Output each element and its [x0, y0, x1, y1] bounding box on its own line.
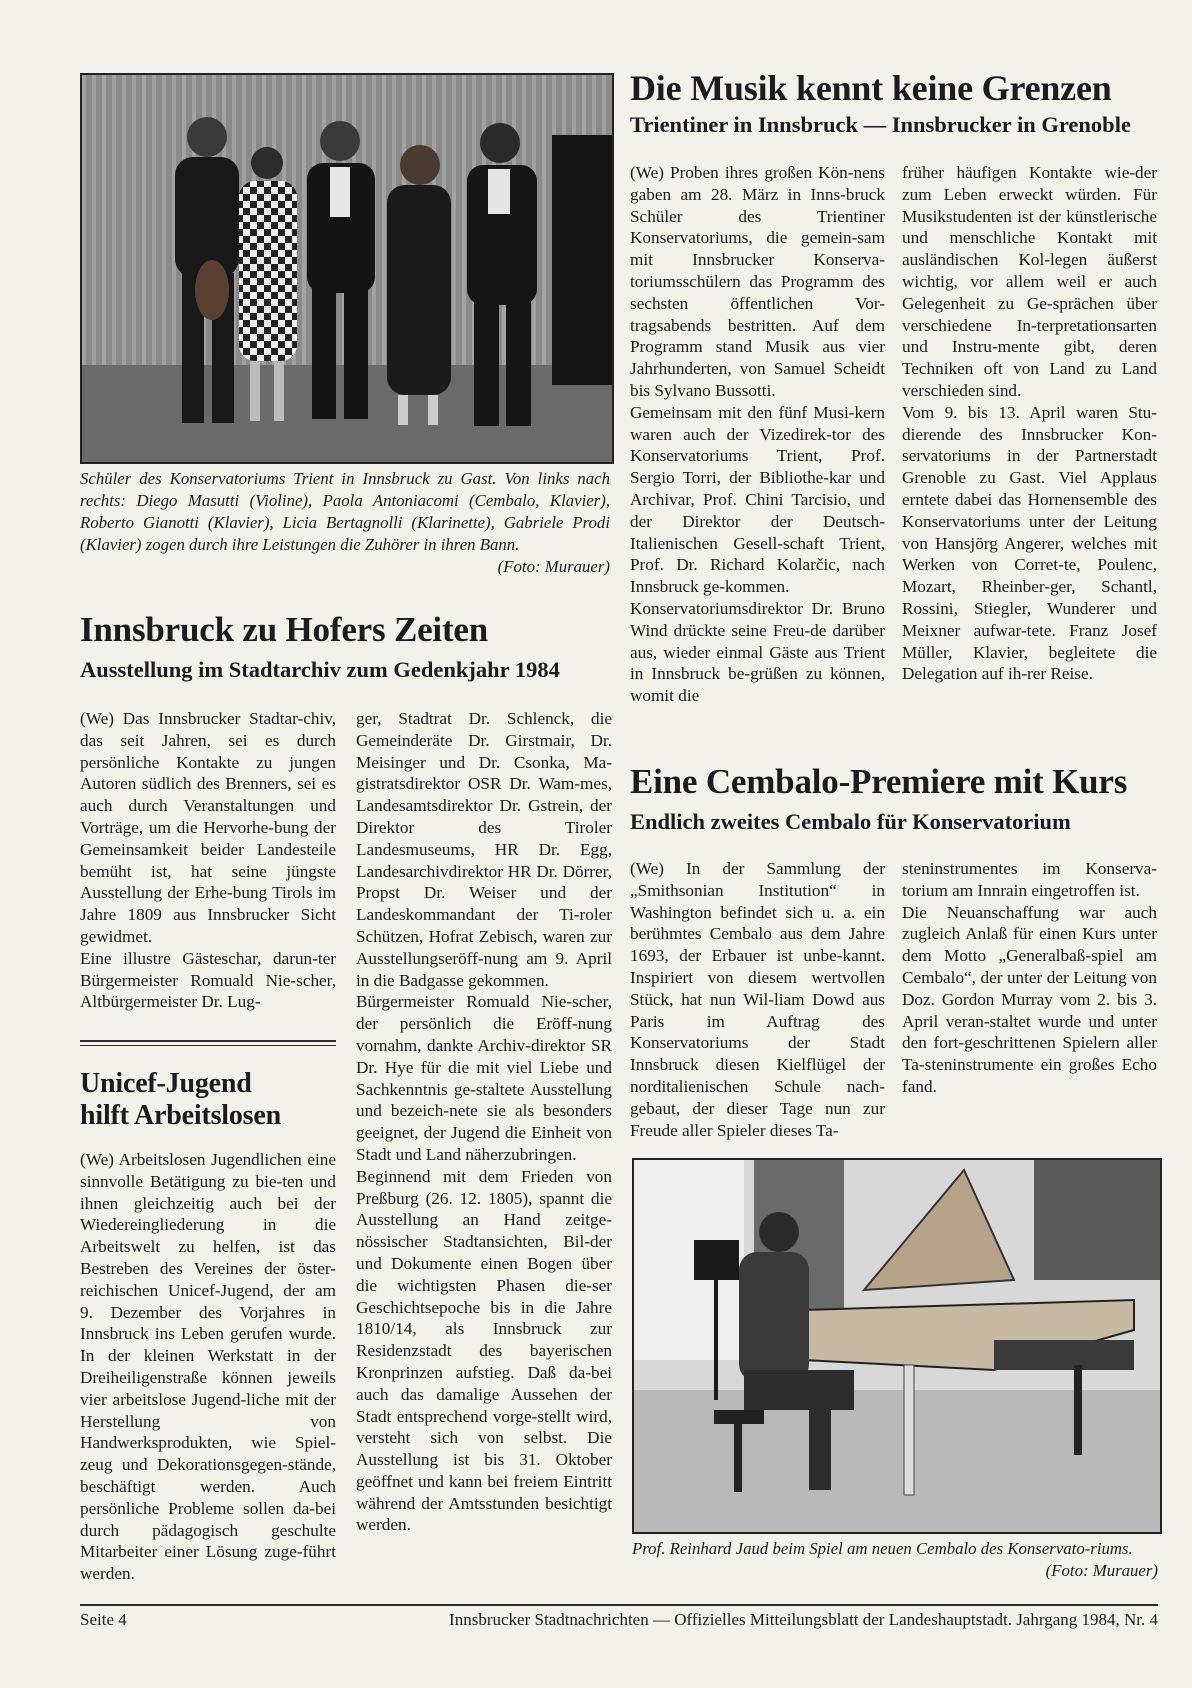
cembalo-photo [632, 1158, 1162, 1534]
paragraph: Bürgermeister Romuald Nie-scher, der persönlich die Eröff-nung vornahm, dankte Archiv-direktor SR Dr. Hye für die mit viel Liebe und Sachkenntnis ge-staltete Ausstellung und bezeich-nete sie als besonders geeignet, der Jugend die Einheit von Stadt und Land näherzubringen. [356, 992, 612, 1164]
caption-text: Prof. Reinhard Jaud beim Spiel am neuen Cembalo des Konservato-riums. [632, 1539, 1133, 1558]
hofer-column-1 [80, 708, 336, 1013]
unicef-headline [80, 1068, 281, 1132]
paragraph: (We) In der Sammlung der „Smithsonian Institution“ in Washington befindet sich u. a. ein berühmtes Cembalo aus dem Jahre 1693, der Erbauer ist unbe-kannt. Inspiriert von diesem wertvollen Stück, hat nun Wil-liam Dowd aus Paris im Auftrag des Konservatoriums der Stadt Innsbruck diesen Kielflügel der norditalienischen Schule nach-gebaut, der dieser Tage nun zur Freude aller Spieler dieses Ta- [630, 859, 885, 1140]
paragraph: Die Neuanschaffung war auch zugleich Anlaß für einen Kurs unter dem Motto „Generalbaß-spiel am Cembalo“, der unter der Leitung von Doz. Gordon Murray vom 2. bis 3. April veran-staltet wurde und unter den fort-geschrittenen Spielern aller Ta-steninstrumente ein großes Echo fand. [902, 902, 1157, 1096]
footer-page-number: Seite 4 [80, 1610, 127, 1629]
students-photo-caption [80, 468, 610, 578]
section-divider [80, 1040, 336, 1042]
caption-text: Schüler des Konservatoriums Trient in Innsbruck zu Gast. Von links nach rechts: Diego Masutti (Violine), Paola Antoniacomi (Cembalo, Klavier), Roberto Gianotti (Klavier), Licia Bertagnolli (Klarinette), Gabriele Prodi (Klavier) zogen durch ihre Leistungen die Zuhörer in ihren Bann. [80, 469, 610, 554]
music-column-2 [902, 162, 1157, 685]
hofer-subhead: Ausstellung im Stadtarchiv zum Gedenkjahr 1984 [80, 657, 560, 682]
hofer-column-2 [356, 708, 612, 1536]
paragraph: früher häufigen Kontakte wie-der zum Leben erweckt würden. Für Musikstudenten ist der künstlerische und menschliche Kontakt mit ausländischen Kol-legen äußerst wichtig, vor allem weil er auch Gelegenheit zu Ge-sprächen über verschiedene In-terpretationsarten und Instru-mente gibt, deren Techniken oft von Land zu Land verschieden sind. [902, 163, 1157, 400]
cembalo-subhead: Endlich zweites Cembalo für Konservatorium [630, 809, 1071, 834]
section-divider [80, 1045, 336, 1046]
paragraph: Vom 9. bis 13. April waren Stu-dierende des Innsbrucker Kon-servatoriums in der Partnerstadt Grenoble zu Gast. Viel Applaus erntete dabei das Hornensemble des Konservatoriums unter der Leitung von Hansjörg Angerer, welches mit Werken von Corret-te, Poulenc, Mozart, Rheinber-ger, Schantl, Rossini, Stiegler, Wunderer und Meixner aufwar-tete. Franz Josef Müller, Klavier, begleitete die Delegation auf ih-rer Reise. [902, 402, 1157, 684]
paragraph: (We) Das Innsbrucker Stadtar-chiv, das seit Jahren, sei es durch persönliche Kontakte zu jungen Autoren südlich des Brenners, sei es auch durch Veranstaltungen und Vorträge, um die Hervorhe-bung der Gemeinsamkeit beider Landesteile bemüht ist, hat seine jüngste Ausstellung der Erhe-bung Tirols im Jahre 1809 aus Innsbrucker Sicht gewidmet. [80, 709, 336, 946]
unicef-headline-line-2: hilft Arbeitslosen [80, 1100, 281, 1131]
hofer-headline: Innsbruck zu Hofers Zeiten [80, 610, 489, 649]
paragraph: ger, Stadtrat Dr. Schlenck, die Gemeinderäte Dr. Girstmair, Dr. Meisinger und Dr. Csonka, Ma-gistratsdirektor OSR Dr. Wam-mes, Landesamtsdirektor Dr. Gstrein, der Direktor des Tiroler Landesmuseums, HR Dr. Egg, Landesarchivdirektor HR Dr. Dörrer, Propst Dr. Weiser und der Landeskommandant der Ti-roler Schützen, Hofrat Zebisch, waren zur Ausstellungseröff-nung am 9. April in die Badgasse gekommen. [356, 709, 612, 990]
music-headline: Die Musik kennt keine Grenzen [630, 68, 1112, 108]
students-photo [80, 73, 614, 464]
paragraph: (We) Proben ihres großen Kön-nens gaben am 28. März in Inns-bruck Schüler des Trientiner Konservatoriums, die gemein-sam mit Innsbrucker Konserva-toriumsschülern das Programm des sechsten öffentlichen Vor-tragsabends bestritten. Auf dem Programm stand Musik aus vier Jahrhunderten, von Samuel Scheidt bis Sylvano Bussotti. [630, 163, 885, 400]
paragraph: Beginnend mit dem Frieden von Preßburg (26. 12. 1805), spannt die Ausstellung an Hand zeitge-nössischer Stadtansichten, Bil-der und Dokumente einen Bogen über die wichtigsten Phasen die-ser Geschichtsepoche bis in die Jahre 1810/14, als Innsbruck zur Residenzstadt des bayerischen Kronprinzen aufstieg. Daß da-bei auch das damalige Aussehen der Stadt entsprechend vorge-stellt wird, versteht sich von selbst. Die Ausstellung ist bis 31. Oktober geöffnet und kann bei freiem Eintritt während der Amtsstunden besichtigt werden. [356, 1166, 612, 1535]
unicef-headline-line-1: Unicef-Jugend [80, 1068, 252, 1099]
cembalo-column-1 [630, 858, 885, 1141]
photo-credit: (Foto: Murauer) [497, 557, 610, 576]
footer-rule [80, 1604, 1158, 1606]
music-subhead: Trientiner in Innsbruck — Innsbrucker in Grenoble [630, 112, 1131, 137]
photo-credit: (Foto: Murauer) [1045, 1561, 1158, 1580]
paragraph: Konservatoriumsdirektor Dr. Bruno Wind drückte seine Freu-de darüber aus, wieder einmal Gäste aus Trient in Innsbruck be-grüßen zu können, womit die [630, 598, 885, 706]
footer-publication: Innsbrucker Stadtnachrichten — Offizielles Mitteilungsblatt der Landeshauptstadt. Jahrgang 1984, Nr. 4 [449, 1610, 1158, 1629]
music-column-1 [630, 162, 885, 707]
paragraph: Eine illustre Gästeschar, darun-ter Bürgermeister Romuald Nie-scher, Altbürgermeister Dr. Lug- [80, 948, 336, 1012]
paragraph: Gemeinsam mit den fünf Musi-kern waren auch der Vizedirek-tor des Konservatoriums Trient, Prof. Sergio Torri, der Bibliothe-kar und Archivar, Prof. Chini Tarcisio, und der Direktor der Deutsch-Italienischen Gesell-schaft Trient, Prof. Dr. Richard Kolarčic, nach Innsbruck ge-kommen. [630, 402, 885, 597]
paragraph: (We) Arbeitslosen Jugendlichen eine sinnvolle Betätigung zu bie-ten und ihnen gleichzeitig auch bei der Wiedereingliederung in die Arbeitswelt zu helfen, ist das Bestreben des Vereines der öster-reichischen Unicef-Jugend, der am 9. Dezember des Vorjahres in Innsbruck ins Leben gerufen wurde. In der kleinen Werkstatt in der Dreiheiligenstraße können jeweils vier arbeitslose Jugend-liche mit der Herstellung von Handwerksprodukten, wie Spiel-zeug und Dekorationsgegen-stände, beschäftigt werden. Auch persönliche Probleme sollen da-bei durch pädagogisch geschulte Mitarbeiter einer Lösung zuge-führt werden. [80, 1150, 336, 1584]
paragraph: steninstrumentes im Konserva-torium am Innrain eingetroffen ist. [902, 859, 1157, 900]
cembalo-photo-caption [632, 1538, 1158, 1582]
cembalo-headline: Eine Cembalo-Premiere mit Kurs [630, 762, 1128, 801]
unicef-column [80, 1149, 336, 1585]
cembalo-column-2 [902, 858, 1157, 1098]
